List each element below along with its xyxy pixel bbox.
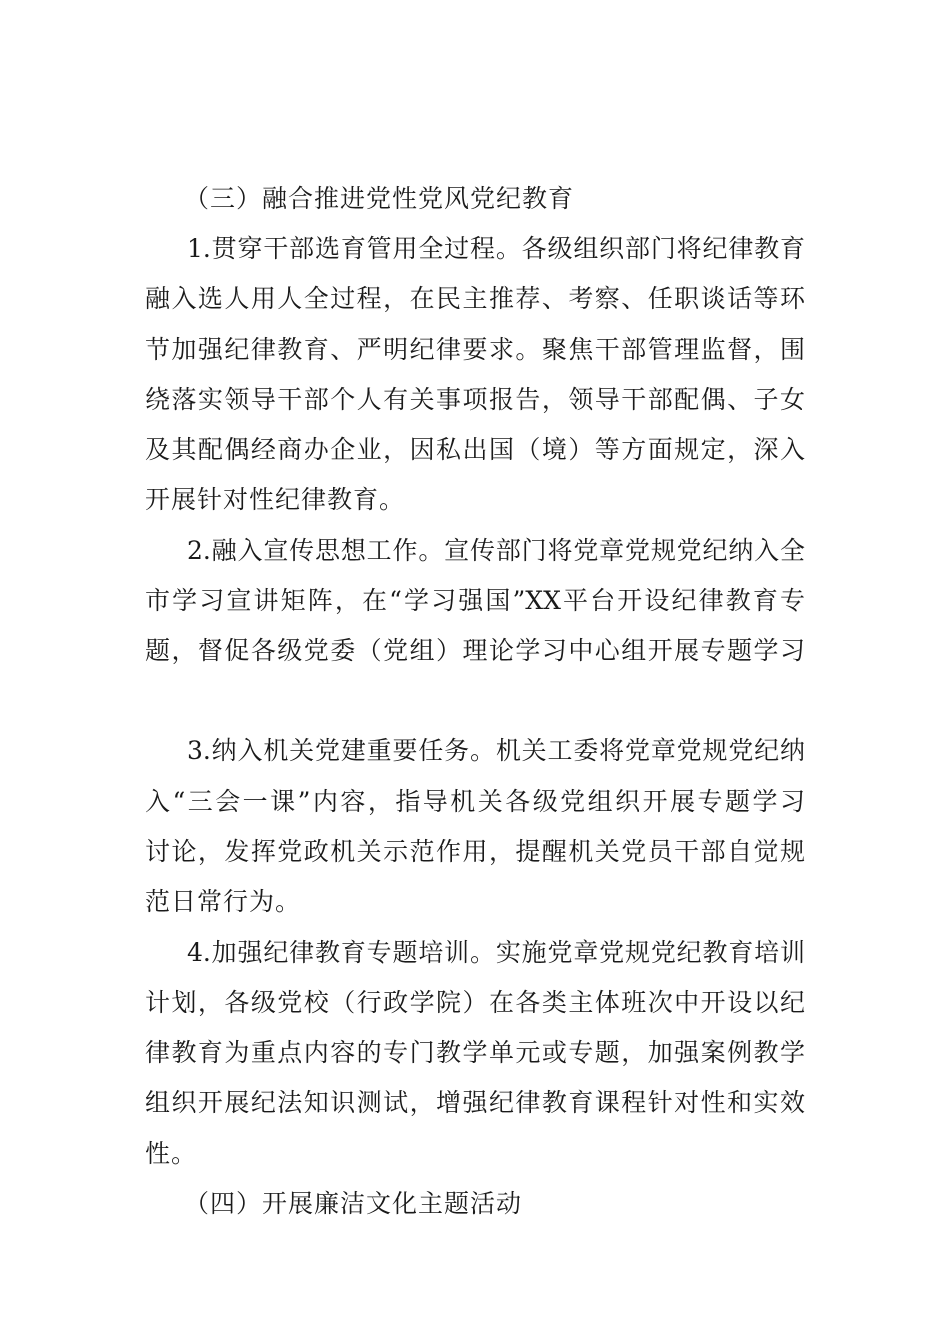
item-4-line-5: 性。 [145,1139,198,1168]
item-3-line-2: 入“三会一课”内容，指导机关各级党组织开展专题学习 [145,787,805,816]
item-1-line-5: 及其配偶经商办企业，因私出国（境）等方面规定，深入 [145,435,805,464]
item-3-line-1: 3.纳入机关党建重要任务。机关工委将党章党规党纪纳 [187,736,805,765]
item-2-line-2: 市学习宣讲矩阵，在“学习强国”XX平台开设纪律教育专 [145,586,805,615]
item-2-line-1: 2.融入宣传思想工作。宣传部门将党章党规党纪纳入全 [187,536,805,565]
item-1-line-2: 融入选人用人全过程，在民主推荐、考察、任职谈话等环 [145,284,805,313]
item-4-line-1: 4.加强纪律教育专题培训。实施党章党规党纪教育培训 [187,938,805,967]
item-3-line-3: 讨论，发挥党政机关示范作用，提醒机关党员干部自觉规 [145,837,805,866]
item-4-line-3: 律教育为重点内容的专门教学单元或专题，加强案例教学 [145,1038,805,1067]
section-three-heading: （三）融合推进党性党风党纪教育 [184,184,575,213]
item-4-line-2: 计划，各级党校（行政学院）在各类主体班次中开设以纪 [145,988,805,1017]
item-1-line-3: 节加强纪律教育、严明纪律要求。聚焦干部管理监督，围 [145,335,805,364]
item-2-line-3: 题，督促各级党委（党组）理论学习中心组开展专题学习 [145,636,805,665]
item-1-line-4: 绕落实领导干部个人有关事项报告，领导干部配偶、子女 [145,385,805,414]
item-1-line-1: 1.贯穿干部选育管用全过程。各级组织部门将纪律教育 [187,234,805,263]
item-3-line-4: 范日常行为。 [145,887,302,916]
item-4-line-4: 组织开展纪法知识测试，增强纪律教育课程针对性和实效 [145,1088,805,1117]
item-1-line-6: 开展针对性纪律教育。 [145,485,406,514]
section-four-heading: （四）开展廉洁文化主题活动 [184,1189,523,1218]
